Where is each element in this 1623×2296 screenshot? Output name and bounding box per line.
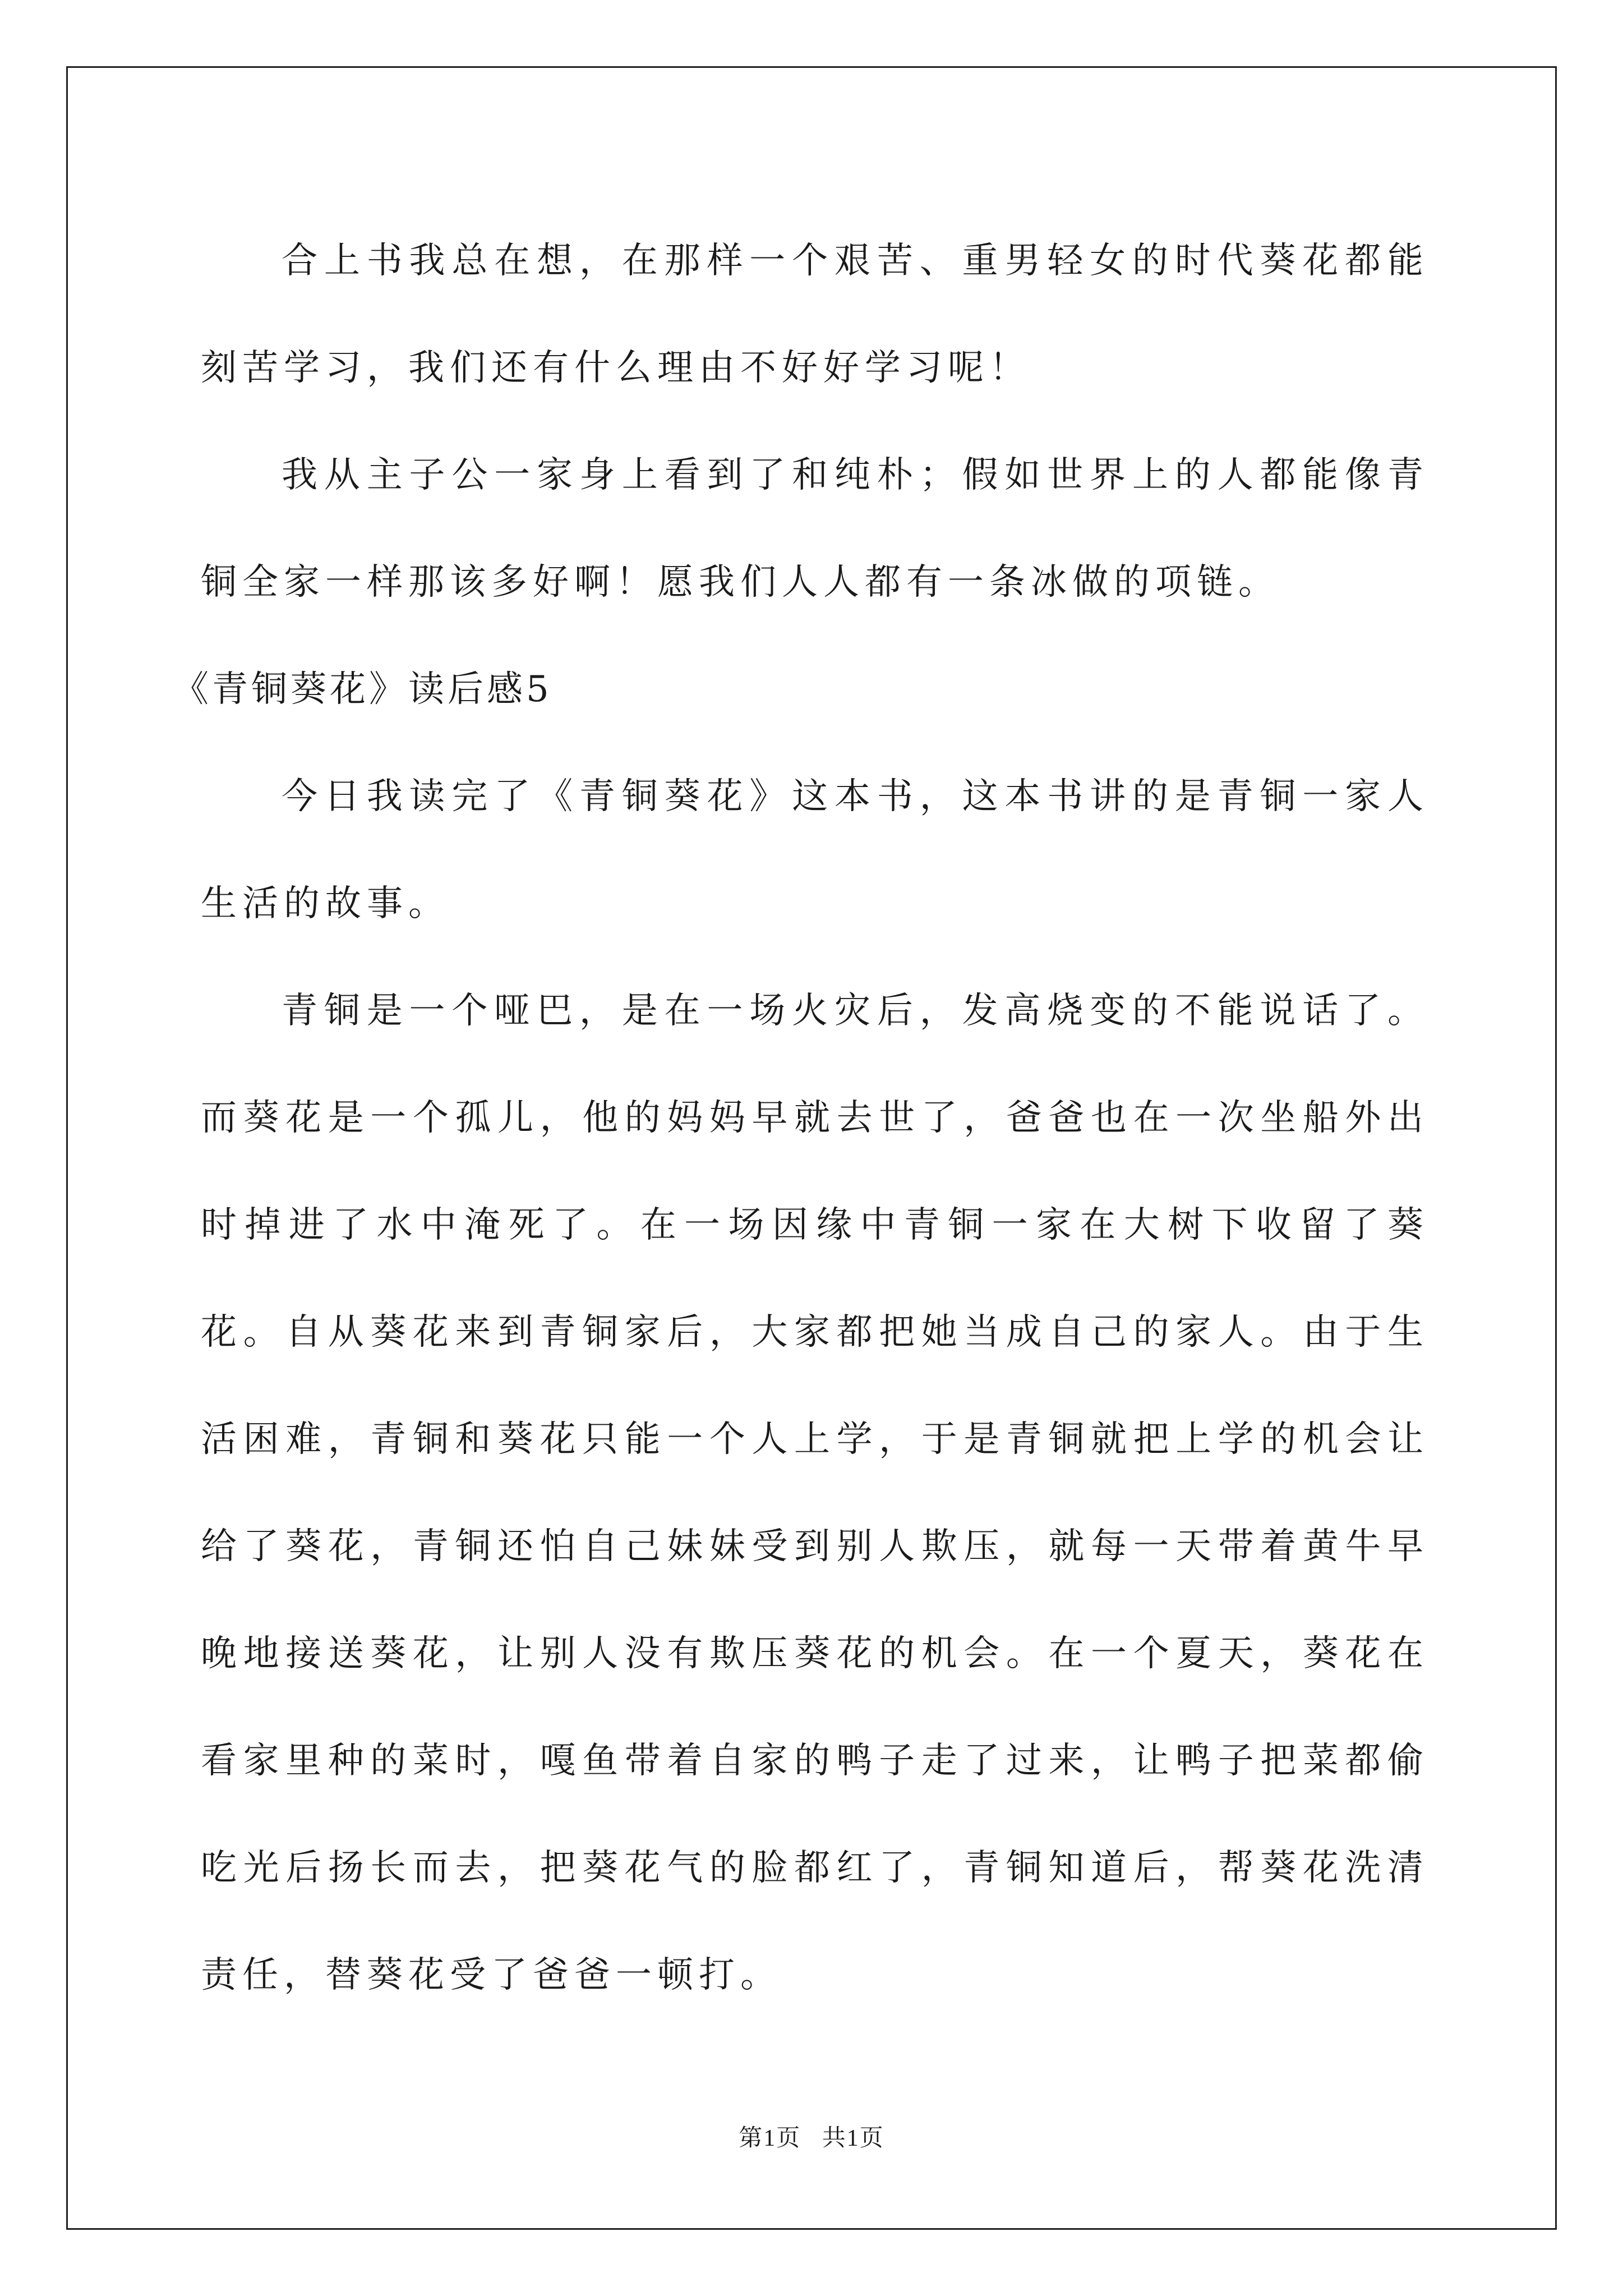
paragraph: 今日我读完了《青铜葵花》这本书，这本书讲的是青铜一家人生活的故事。 [201, 776, 1429, 924]
paragraph: 合上书我总在想，在那样一个艰苦、重男轻女的时代葵花都能刻苦学习，我们还有什么理由不好好学习呢！ [201, 240, 1429, 389]
section-heading: 《青铜葵花》读后感5 [173, 669, 552, 710]
page-footer [0, 2119, 1623, 2153]
document-body [173, 208, 1429, 2029]
paragraph: 我从主子公一家身上看到了和纯朴；假如世界上的人都能像青铜全家一样那该多好啊！愿我们人人都有一条冰做的项链。 [201, 454, 1429, 603]
paragraph: 青铜是一个哑巴，是在一场火灾后，发高烧变的不能说话了。而葵花是一个孤儿，他的妈妈早就去世了，爸爸也在一次坐船外出时掉进了水中淹死了。在一场因缘中青铜一家在大树下收留了葵花。自从葵花来到青铜家后，大家都把她当成自己的家人。由于生活困难，青铜和葵花只能一个人上学，于是青铜就把上学的机会让给了葵花，青铜还怕自己妹妹受到别人欺压，就每一天带着黄牛早晚地接送葵花，让别人没有欺压葵花的机会。在一个夏天，葵花在看家里种的菜时，嘎鱼带着自家的鸭子走了过来，让鸭子把菜都偷吃光后扬长而去，把葵花气的脸都红了，青铜知道后，帮葵花洗清责任，替葵花受了爸爸一顿打。 [201, 990, 1429, 1996]
page-number: 第1页 [739, 2125, 801, 2151]
page-total: 共1页 [822, 2125, 884, 2151]
